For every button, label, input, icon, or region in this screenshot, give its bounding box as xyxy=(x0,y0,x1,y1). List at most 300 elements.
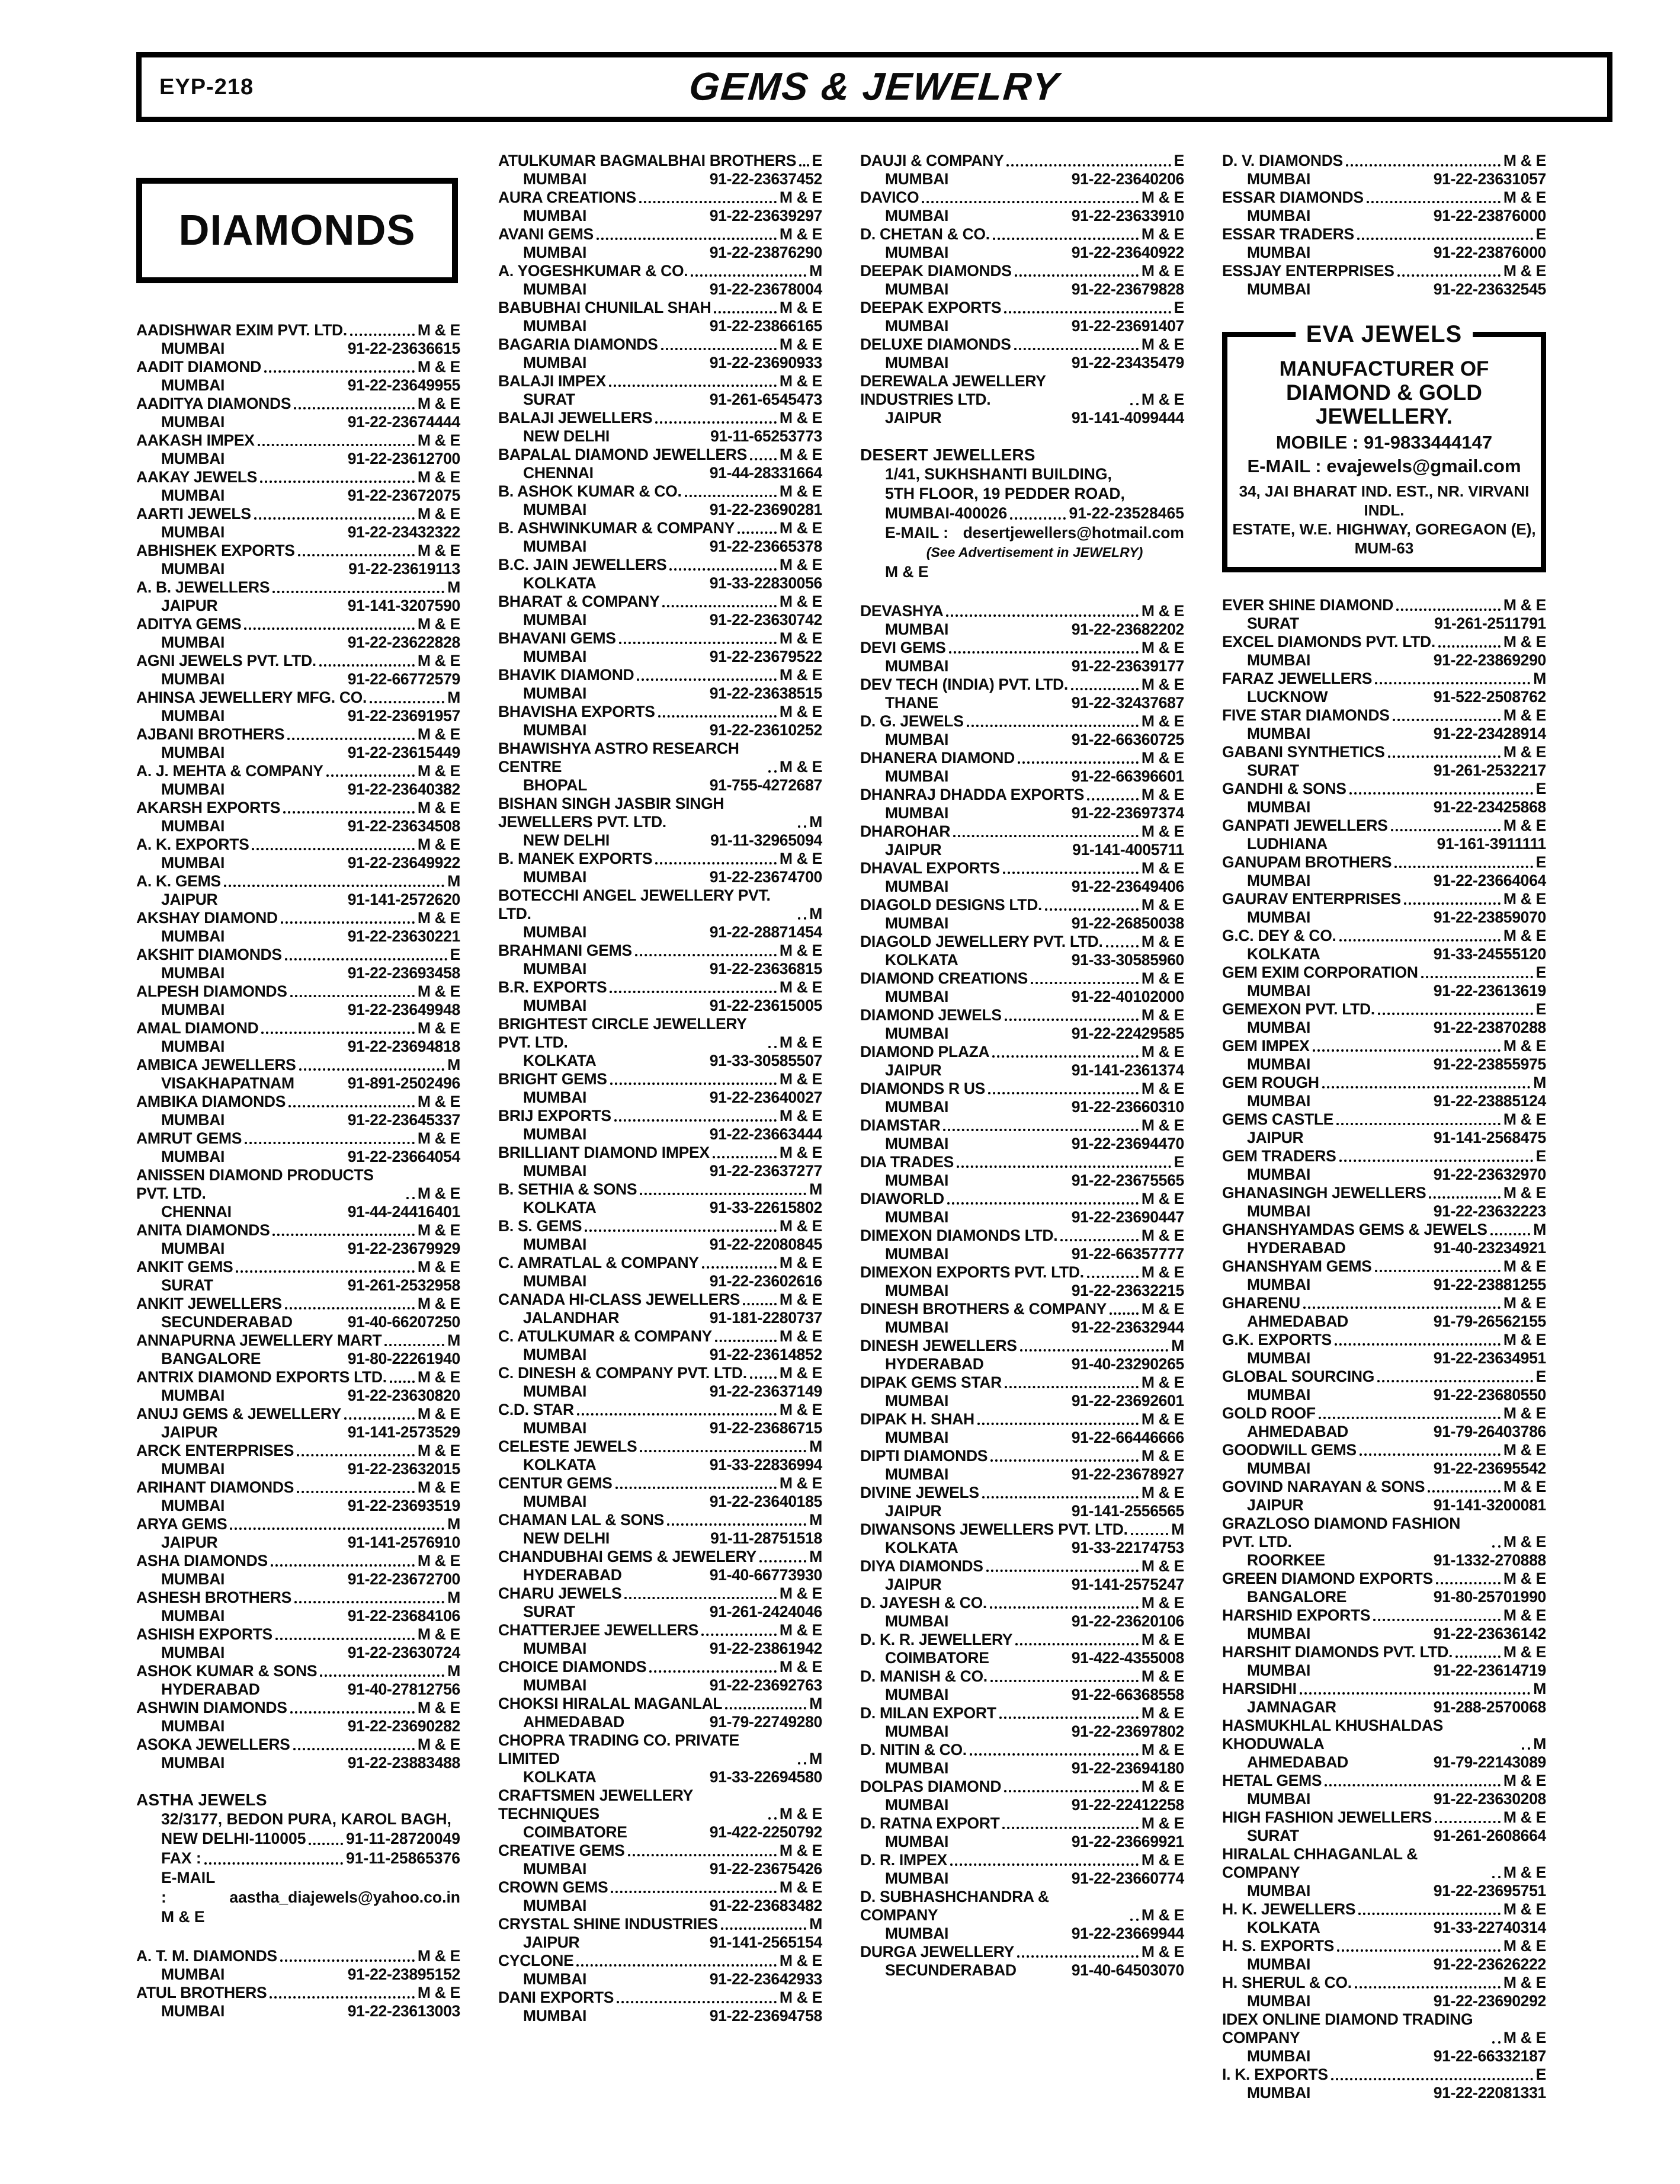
info-line xyxy=(860,484,1184,504)
listing-name-row xyxy=(860,1704,1184,1722)
phone-number: 91-22-23619113 xyxy=(348,560,460,578)
directory-listing xyxy=(1222,225,1546,262)
listing-contact-row xyxy=(136,1240,460,1258)
listing-name-row xyxy=(1222,188,1546,207)
phone-number: 91-22-23672700 xyxy=(347,1570,460,1588)
info-label: (See Advertisement in JEWELRY) xyxy=(926,545,1143,560)
company-name: BABUBHAI CHUNILAL SHAH xyxy=(498,299,711,316)
directory-listing xyxy=(136,725,460,762)
listing-name-row xyxy=(136,688,460,707)
dotted-leader xyxy=(750,457,777,460)
listing-contact-row xyxy=(136,340,460,358)
dotted-leader xyxy=(624,1596,776,1599)
phone-number: 91-22-23620106 xyxy=(1071,1612,1184,1630)
info-line xyxy=(136,1810,460,1829)
category-code: M xyxy=(809,1548,822,1565)
directory-listing xyxy=(498,1842,822,1878)
phone-number: 91-261-2511791 xyxy=(1434,614,1546,632)
directory-listing xyxy=(1222,1772,1546,1808)
directory-listing xyxy=(498,978,822,1015)
company-name: AMBICA JEWELLERS xyxy=(136,1056,296,1074)
section-title-box xyxy=(136,178,458,283)
category-code: M xyxy=(447,1331,460,1349)
category-code: M & E xyxy=(779,1658,822,1676)
listing-name-row xyxy=(498,1658,822,1676)
phone-number: 91-22-23632223 xyxy=(1433,1202,1546,1220)
company-name: DHAVAL EXPORTS xyxy=(860,859,1000,877)
listing-name-row xyxy=(860,1300,1184,1318)
phone-number: 91-261-2532217 xyxy=(1433,761,1546,779)
company-name: D. SUBHASHCHANDRA & COMPANY xyxy=(860,1888,1049,1924)
directory-listing xyxy=(860,188,1184,225)
directory-listing xyxy=(860,1667,1184,1704)
category-code: M & E xyxy=(779,482,822,500)
company-name: B. S. GEMS xyxy=(498,1217,582,1235)
dotted-leader xyxy=(669,567,777,571)
city: MUMBAI xyxy=(161,633,225,651)
listing-contact-row xyxy=(136,1148,460,1166)
listing-contact-row xyxy=(1222,798,1546,816)
dotted-leader xyxy=(982,1495,1139,1498)
category-code: M xyxy=(1171,1520,1184,1538)
company-name: DIAMOND CREATIONS xyxy=(860,969,1028,987)
dotted-leader xyxy=(639,200,777,203)
company-name: AJBANI BROTHERS xyxy=(136,725,285,743)
company-name: DIAMOND JEWELS xyxy=(860,1006,1002,1024)
company-name: HIRALAL CHHAGANLAL & COMPANY xyxy=(1222,1845,1418,1881)
city: MUMBAI xyxy=(161,854,225,872)
category-code: M & E xyxy=(1503,927,1546,944)
listing-name-row xyxy=(136,1405,460,1423)
listing-contact-row xyxy=(136,1533,460,1552)
category-code: M & E xyxy=(417,1184,460,1202)
category-code: M & E xyxy=(417,1442,460,1459)
phone-number: 91-141-2572620 xyxy=(347,891,460,908)
city: BHOPAL xyxy=(523,776,588,794)
listing-contact-row xyxy=(498,170,822,188)
dotted-leader xyxy=(1336,1122,1501,1125)
listing-name-row xyxy=(498,409,822,427)
dotted-leader xyxy=(230,1526,444,1530)
company-name: DEV TECH (INDIA) PVT. LTD. xyxy=(860,675,1068,693)
phone-number: 91-22-23615005 xyxy=(709,997,822,1014)
category-code: M & E xyxy=(1141,1557,1184,1575)
dotted-leader xyxy=(953,834,1139,837)
company-name: AMBIKA DIAMONDS xyxy=(136,1093,286,1110)
city: MUMBAI xyxy=(523,1639,587,1657)
phone-number: 91-161-3911111 xyxy=(1437,835,1546,853)
city: MUMBAI xyxy=(161,2002,225,2020)
phone-number: 91-22-23640206 xyxy=(1071,170,1184,188)
listing-name-row xyxy=(860,749,1184,767)
listing-name-row xyxy=(1222,1037,1546,1055)
listing-contact-row xyxy=(136,1037,460,1056)
company-name: AADIT DIAMOND xyxy=(136,358,262,376)
company-name: I. K. EXPORTS xyxy=(1222,2065,1328,2083)
listing-contact-row xyxy=(1222,1992,1546,2010)
phone-number: 91-40-23290265 xyxy=(1071,1355,1184,1373)
listing-name-row xyxy=(136,505,460,523)
listing-name-row xyxy=(860,188,1184,207)
listing-contact-row xyxy=(860,1759,1184,1778)
category-code: M & E xyxy=(1141,1410,1184,1428)
company-name: DIYA DIAMONDS xyxy=(860,1557,983,1575)
info-line xyxy=(860,562,1184,582)
city: MUMBAI xyxy=(523,1125,587,1143)
dotted-leader xyxy=(1490,1232,1531,1235)
city: MUMBAI xyxy=(1247,982,1311,1000)
phone-number: 91-22-23633910 xyxy=(1071,207,1184,225)
phone-number: 91-22-23632215 xyxy=(1071,1282,1184,1299)
listing-name-row xyxy=(860,896,1184,914)
category-code: M & E xyxy=(1141,1043,1184,1061)
category-code: E xyxy=(812,152,822,169)
category-code: M & E xyxy=(1503,1533,1546,1551)
directory-listing xyxy=(860,1190,1184,1227)
phone-number: 91-22-23637277 xyxy=(709,1162,822,1180)
phone-number: 91-422-4355008 xyxy=(1071,1649,1184,1667)
category-code: M & E xyxy=(417,982,460,1000)
category-code: M & E xyxy=(779,225,822,243)
dotted-leader xyxy=(1319,1416,1501,1419)
phone-number: 91-22-23876290 xyxy=(709,244,822,261)
company-name: B.R. EXPORTS xyxy=(498,978,607,996)
dotted-leader xyxy=(713,1155,777,1158)
category-code: M & E xyxy=(1141,1373,1184,1391)
listing-contact-row xyxy=(860,1061,1184,1080)
city: MUMBAI xyxy=(161,927,225,945)
directory-listing xyxy=(136,982,460,1019)
directory-listing xyxy=(136,615,460,652)
category-code: M & E xyxy=(1503,1808,1546,1826)
listing-contact-row xyxy=(498,1713,822,1731)
category-code: M & E xyxy=(417,1735,460,1753)
city: MUMBAI xyxy=(885,1392,949,1410)
category-code: M & E xyxy=(1503,262,1546,280)
listing-contact-row xyxy=(498,831,822,850)
dotted-leader xyxy=(759,1559,806,1562)
directory-listing xyxy=(136,909,460,946)
company-name: ALPESH DIAMONDS xyxy=(136,982,287,1000)
dotted-leader xyxy=(1429,1195,1500,1199)
directory-listing xyxy=(860,1888,1184,1943)
city: AHMEDABAD xyxy=(1247,1753,1349,1771)
listing-name-row xyxy=(1222,1514,1546,1551)
phone-number: 91-22-23612700 xyxy=(347,450,460,467)
listing-name-row xyxy=(136,872,460,891)
company-name: DANI EXPORTS xyxy=(498,1988,614,2006)
dotted-leader xyxy=(1014,347,1139,350)
category-code: M xyxy=(447,1515,460,1533)
directory-listing xyxy=(1222,780,1546,816)
listing-contact-row xyxy=(1222,1790,1546,1808)
listing-contact-row xyxy=(136,2002,460,2020)
dotted-leader xyxy=(611,1890,776,1893)
company-name: DIVINE JEWELS xyxy=(860,1484,979,1501)
phone-number: 91-40-66773930 xyxy=(709,1566,822,1584)
directory-listing xyxy=(136,946,460,982)
city: MUMBAI xyxy=(161,486,225,504)
ad-box xyxy=(1222,321,1546,572)
phone-number: 91-22-23640027 xyxy=(709,1088,822,1106)
dotted-leader xyxy=(236,1269,415,1273)
phone-number: 91-141-4099444 xyxy=(1071,409,1184,427)
listing-name-row xyxy=(1222,596,1546,614)
dotted-leader xyxy=(970,1752,1139,1756)
city: MUMBAI xyxy=(1247,872,1311,889)
phone-number: 91-22-23694470 xyxy=(1071,1135,1184,1152)
phone-number: 91-33-22836994 xyxy=(709,1456,822,1474)
info-line xyxy=(136,1829,460,1849)
info-label: 1/41, SUKHSHANTI BUILDING, xyxy=(885,465,1112,483)
company-name: BHAVIK DIAMOND xyxy=(498,666,634,684)
directory-listing xyxy=(136,1625,460,1662)
listing-contact-row xyxy=(860,1024,1184,1043)
phone-number: 91-22-66396601 xyxy=(1071,767,1184,785)
directory-listing xyxy=(498,629,822,666)
company-name: CHOPRA TRADING CO. PRIVATE LIMITED xyxy=(498,1731,739,1767)
city: BANGALORE xyxy=(1247,1588,1347,1606)
city: JAIPUR xyxy=(885,1575,942,1593)
phone-number: 91-22-32437687 xyxy=(1071,694,1184,712)
dotted-leader xyxy=(285,1306,415,1309)
listing-contact-row xyxy=(860,170,1184,188)
listing-name-row xyxy=(860,1943,1184,1961)
column-1 xyxy=(136,152,460,2020)
company-name: DEEPAK EXPORTS xyxy=(860,299,1002,316)
dotted-leader xyxy=(990,1679,1139,1682)
directory-listing xyxy=(136,468,460,505)
phone-number: 91-22-23636142 xyxy=(1433,1625,1546,1642)
city: AHMEDABAD xyxy=(523,1713,625,1731)
dotted-leader xyxy=(585,1228,777,1232)
directory-listing xyxy=(860,1410,1184,1447)
info-label: FAX : xyxy=(161,1849,201,1867)
dotted-leader xyxy=(685,494,777,497)
phone-number: 91-40-23234921 xyxy=(1433,1239,1546,1257)
phone-number: 91-181-2280737 xyxy=(709,1309,822,1327)
listing-name-row xyxy=(498,1180,822,1199)
company-name: BALAJI IMPEX xyxy=(498,372,606,390)
company-name: ANUJ GEMS & JEWELLERY xyxy=(136,1405,342,1423)
listing-name-row xyxy=(498,850,822,868)
listing-contact-row xyxy=(1222,1698,1546,1717)
company-name: CYCLONE xyxy=(498,1952,574,1970)
listing-name-row xyxy=(136,1221,460,1240)
city: MUMBAI xyxy=(523,1088,587,1106)
phone-number: 91-80-22261940 xyxy=(347,1350,460,1368)
listing-name-row xyxy=(1222,670,1546,688)
listing-name-row xyxy=(498,1364,822,1382)
dotted-leader xyxy=(406,1196,415,1199)
category-code: E xyxy=(1174,1153,1184,1171)
phone-number: 91-22-23665378 xyxy=(709,537,822,555)
category-code: M & E xyxy=(1141,390,1184,408)
listing-name-row xyxy=(498,1511,822,1529)
city: MUMBAI xyxy=(161,1001,225,1019)
listing-contact-row xyxy=(1222,1551,1546,1570)
directory-listing xyxy=(498,446,822,482)
directory-listing xyxy=(136,578,460,615)
listing-name-row xyxy=(498,1144,822,1162)
listing-contact-row xyxy=(860,280,1184,299)
phone-number: 91-261-2532958 xyxy=(347,1276,460,1294)
listing-contact-row xyxy=(136,670,460,688)
listing-name-row xyxy=(136,615,460,633)
directory-listing xyxy=(1222,1717,1546,1772)
phone-number: 91-22-23649922 xyxy=(347,854,460,872)
directory-listing xyxy=(498,1144,822,1180)
category-code: M xyxy=(447,1662,460,1680)
city: COIMBATORE xyxy=(885,1649,989,1667)
listing-name-row xyxy=(136,1947,460,1965)
company-name: B.C. JAIN JEWELLERS xyxy=(498,556,667,574)
directory-listing xyxy=(1222,1000,1546,1037)
ad-line: MANUFACTURER OF xyxy=(1279,357,1489,380)
dotted-leader xyxy=(272,590,444,593)
company-name: DURGA JEWELLERY xyxy=(860,1943,1015,1961)
dotted-leader xyxy=(1455,1654,1501,1658)
company-name: CENTUR GEMS xyxy=(498,1474,613,1492)
directory-listing xyxy=(136,688,460,725)
city: MUMBAI xyxy=(1247,651,1311,669)
listing-name-row xyxy=(1222,1937,1546,1955)
listing-contact-row xyxy=(860,1869,1184,1888)
listing-contact-row xyxy=(498,923,822,942)
city: MUMBAI xyxy=(523,1235,587,1253)
city: MUMBAI xyxy=(1247,170,1311,188)
directory-listing xyxy=(498,1878,822,1915)
phone-number: 91-22-23632944 xyxy=(1071,1318,1184,1336)
company-name: DIAMOND PLAZA xyxy=(860,1043,990,1061)
listing-name-row xyxy=(1222,1184,1546,1202)
listing-name-row xyxy=(860,712,1184,731)
listing-contact-row xyxy=(136,817,460,835)
city: HYDERABAD xyxy=(885,1355,984,1373)
phone-number: 91-22-23694180 xyxy=(1071,1759,1184,1777)
listing-name-row xyxy=(136,1515,460,1533)
city: MUMBAI xyxy=(885,1612,949,1630)
phone-number: 91-22-23630208 xyxy=(1433,1790,1546,1808)
category-code: M & E xyxy=(417,1221,460,1239)
dotted-leader xyxy=(637,677,776,681)
directory-listing xyxy=(860,1263,1184,1300)
category-code: M & E xyxy=(779,1878,822,1896)
listing-name-row xyxy=(1222,816,1546,835)
listing-contact-row xyxy=(498,317,822,335)
city: MUMBAI xyxy=(1247,1992,1311,2010)
dotted-leader xyxy=(1018,760,1139,764)
dotted-leader xyxy=(597,236,777,240)
category-code: M & E xyxy=(779,593,822,610)
directory-listing xyxy=(860,859,1184,896)
company-name: DINESH JEWELLERS xyxy=(860,1337,1017,1354)
phone-number: 91-22-23691407 xyxy=(1071,317,1184,335)
listing-contact-row xyxy=(498,501,822,519)
city: MUMBAI xyxy=(523,537,587,555)
city: MUMBAI xyxy=(885,767,949,785)
category-code: M & E xyxy=(779,188,822,206)
directory-listing xyxy=(136,1166,460,1221)
dotted-leader xyxy=(1391,828,1501,831)
city: MUMBAI xyxy=(161,1460,225,1478)
directory-listing xyxy=(498,1695,822,1731)
city: KOLKATA xyxy=(523,574,597,592)
phone-number: 91-22-23645337 xyxy=(347,1111,460,1129)
city: HYDERABAD xyxy=(161,1680,260,1698)
category-code: M & E xyxy=(1141,1778,1184,1795)
listing-name-row xyxy=(498,1878,822,1897)
company-name: A. K. GEMS xyxy=(136,872,221,890)
directory-listing xyxy=(498,556,822,593)
listing-name-row xyxy=(1222,1331,1546,1349)
directory-listing xyxy=(1222,1808,1546,1845)
category-code: E xyxy=(450,946,460,963)
city: MUMBAI xyxy=(523,317,587,335)
directory-listing xyxy=(136,1515,460,1552)
dotted-leader xyxy=(384,1343,444,1346)
company-name: ASHWIN DIAMONDS xyxy=(136,1699,287,1717)
company-name: ESSAR TRADERS xyxy=(1222,225,1354,243)
dotted-leader xyxy=(270,1995,415,1999)
listing-contact-row xyxy=(860,804,1184,822)
phone-number: 91-22-23695542 xyxy=(1433,1459,1546,1477)
company-name: GOODWILL GEMS xyxy=(1222,1441,1357,1459)
category-code: M & E xyxy=(1503,1772,1546,1789)
dotted-leader xyxy=(662,604,776,607)
category-code: M & E xyxy=(417,1699,460,1717)
dotted-leader xyxy=(244,626,415,630)
phone-number: 91-22-23686715 xyxy=(709,1419,822,1437)
listing-contact-row xyxy=(1222,1827,1546,1845)
category-code: M xyxy=(447,578,460,596)
dotted-leader xyxy=(967,723,1139,727)
listing-contact-row xyxy=(1222,1276,1546,1294)
city: MUMBAI xyxy=(161,376,225,394)
listing-contact-row xyxy=(498,244,822,262)
city: MUMBAI xyxy=(885,1171,949,1189)
category-code: M xyxy=(447,1589,460,1606)
listing-name-row xyxy=(136,1478,460,1497)
listing-contact-row xyxy=(860,1961,1184,1980)
listing-name-row xyxy=(860,1006,1184,1024)
category-code: M xyxy=(447,872,460,890)
company-name: ESSAR DIAMONDS xyxy=(1222,188,1364,206)
category-code: E xyxy=(1535,2065,1546,2083)
listing-name-row xyxy=(498,188,822,207)
dotted-leader xyxy=(275,1637,415,1640)
dotted-leader xyxy=(1404,901,1501,905)
directory-listing xyxy=(860,1557,1184,1594)
info-value: desertjewellers@hotmail.com xyxy=(963,524,1184,542)
dotted-leader xyxy=(610,1081,777,1085)
dotted-leader xyxy=(617,2000,777,2003)
listing-contact-row xyxy=(860,207,1184,225)
listing-name-row xyxy=(136,1735,460,1754)
dotted-leader xyxy=(798,1761,806,1765)
directory-listing xyxy=(136,799,460,835)
listing-name-row xyxy=(498,593,822,611)
city: MUMBAI xyxy=(885,1796,949,1814)
category-code: M & E xyxy=(417,762,460,780)
city: MUMBAI xyxy=(1247,1459,1311,1477)
phone-number: 91-522-2508762 xyxy=(1433,688,1546,706)
category-code: M xyxy=(809,1695,822,1712)
dotted-leader xyxy=(1020,1348,1169,1352)
category-code: M xyxy=(1533,670,1546,687)
category-code: M & E xyxy=(1141,639,1184,657)
listing-contact-row xyxy=(136,1313,460,1331)
